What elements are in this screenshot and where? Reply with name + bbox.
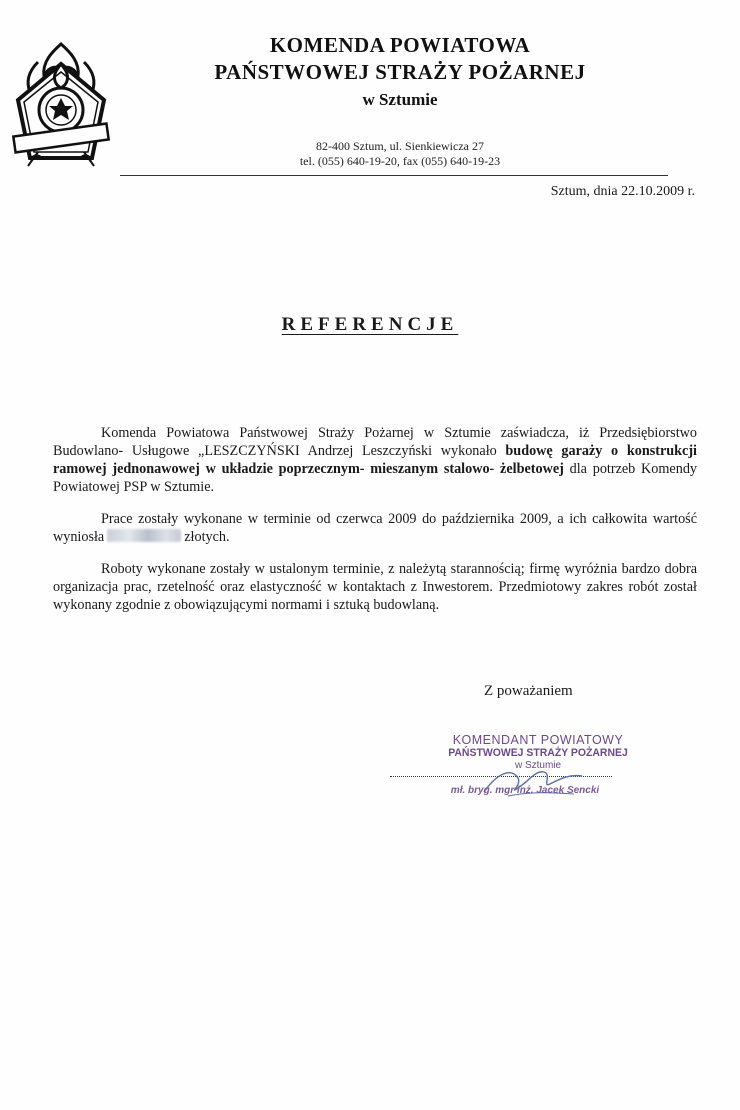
header-divider: [120, 175, 668, 176]
paragraph-1-part2: dla potrzeb Komendy Powiatowej PSP w Sztumie.: [53, 461, 698, 495]
paragraph-2: [53, 510, 697, 546]
letter-title: [0, 314, 740, 336]
stamp-line3: w Sztumie: [514, 760, 562, 771]
stamp-line1: KOMENDANT POWIATOWY: [452, 733, 624, 747]
paragraph-3: Roboty wykonane zostały w ustalonym terminie, z należytą starannością; firmę wyróżnia bardzo dobra organizacja prac, rzetelność oraz elastyczność w kontaktach z Inwestorem. Przedmiotowy zakres robót został wykonany zgodnie z obowiązującymi normami i sztuką budowlaną.: [53, 561, 697, 613]
paragraph-1-part1: Komenda Powiatowa Państwowej Straży Pożarnej w Sztumie zaświadcza, iż Przedsiębiorstwo Budowlano- Usługowe „LESZCZYŃSKI Andrzej Leszczyński wykonało: [53, 425, 697, 459]
header-title-line1: KOMENDA POWIATOWA: [269, 33, 531, 57]
stamp-line2: PAŃSTWOWEJ STRAŻY POŻARNEJ: [448, 747, 628, 759]
handwritten-signature: [478, 762, 588, 802]
letter-date: Sztum, dnia 22.10.2009 r.: [550, 184, 695, 199]
stamp-signatory-name: mł. bryg. mgr inż. Jacek Sencki: [450, 785, 600, 796]
fire-service-emblem-icon: [8, 40, 114, 170]
redacted-amount: [107, 529, 181, 542]
header-title-line3: w Sztumie: [362, 90, 438, 109]
paragraph-1-bold: budowę garaży o konstrukcji ramowej jednonawowej w układzie poprzecznym- mieszanym stalowo- żelbetowej: [53, 443, 697, 477]
paragraph-1: [53, 424, 697, 496]
paragraph-2-part1: Prace zostały wykonane w terminie od czerwca 2009 do października 2009, a ich całkowita wartość wyniosła: [53, 511, 697, 545]
header-contact: tel. (055) 640-19-20, fax (055) 640-19-23: [299, 154, 501, 168]
header-address: 82-400 Sztum, ul. Sienkiewicza 27: [316, 139, 484, 153]
paragraph-2-part2: złotych.: [184, 529, 230, 545]
header-title-line2: PAŃSTWOWEJ STRAŻY POŻARNEJ: [214, 60, 586, 84]
closing-greeting: Z poważaniem: [484, 683, 573, 699]
letter-title-text: REFERENCJE: [281, 314, 459, 335]
